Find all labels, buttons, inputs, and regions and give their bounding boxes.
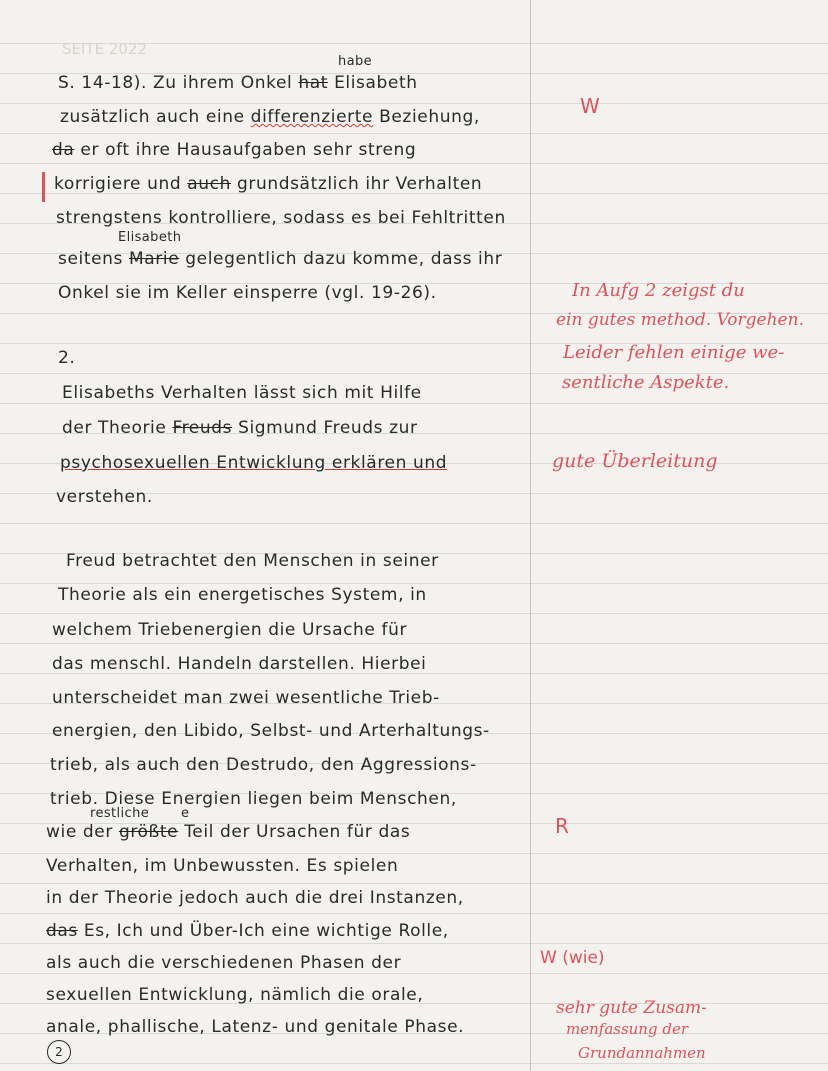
- teacher-comment-3-line-2: menfassung der: [566, 1020, 688, 1038]
- teacher-mark-r: R: [555, 814, 569, 838]
- p1-line-5: strengstens kontrolliere, sodass es bei Fehltritten: [56, 208, 506, 228]
- margin-red-mark: [42, 172, 45, 202]
- p3-line-8: trieb. Diese Energien liegen beim Menschen,: [50, 789, 457, 809]
- insert-habe: habe: [338, 54, 373, 69]
- insert-restliche: restliche: [90, 806, 150, 821]
- p1-line-1: S. 14-18). Zu ihrem Onkel hat Elisabeth: [58, 73, 418, 93]
- p1-line-4: korrigiere und auch grundsätzlich ihr Verhalten: [54, 174, 483, 194]
- p3-line-7: trieb, als auch den Destrudo, den Aggressions-: [50, 755, 477, 775]
- p3-line-2: Theorie als ein energetisches System, in: [58, 585, 427, 605]
- insert-e: e: [181, 806, 190, 821]
- faint-header-text: SEITE 2022: [62, 40, 148, 58]
- p3-line-9: wie der größte Teil der Ursachen für das: [46, 822, 411, 842]
- p3-line-15: anale, phallische, Latenz- und genitale Phase.: [46, 1017, 465, 1037]
- teacher-comment-1-line-3: Leider fehlen einige we-: [563, 342, 785, 363]
- p3-line-14: sexuellen Entwicklung, nämlich die orale,: [46, 985, 424, 1005]
- p3-line-1: Freud betrachtet den Menschen in seiner: [66, 551, 439, 571]
- teacher-comment-3-line-3: Grundannahmen: [578, 1044, 706, 1062]
- p2-line-3: psychosexuellen Entwicklung erklären und: [60, 453, 448, 473]
- p3-line-12: das Es, Ich und Über-Ich eine wichtige Rolle,: [46, 921, 449, 941]
- p3-line-3: welchem Triebenergien die Ursache für: [52, 620, 408, 640]
- p1-line-2: zusätzlich auch eine differenzierte Beziehung,: [60, 107, 480, 127]
- teacher-comment-1-line-2: ein gutes method. Vorgehen.: [556, 310, 804, 330]
- p2-line-4: verstehen.: [56, 487, 153, 507]
- p3-line-13: als auch die verschiedenen Phasen der: [46, 953, 402, 973]
- teacher-mark-w: W: [580, 94, 600, 118]
- p1-line-6: seitens Marie gelegentlich dazu komme, dass ihr: [58, 249, 503, 269]
- p3-line-5: unterscheidet man zwei wesentliche Trieb-: [52, 688, 440, 708]
- insert-elisabeth: Elisabeth: [118, 230, 182, 245]
- teacher-comment-1-line-1: In Aufg 2 zeigst du: [572, 280, 745, 301]
- p3-line-6: energien, den Libido, Selbst- und Arterhaltungs-: [52, 721, 490, 741]
- p2-line-2: der Theorie Freuds Sigmund Freuds zur: [62, 418, 418, 438]
- p2-line-1: Elisabeths Verhalten lässt sich mit Hilfe: [62, 383, 422, 403]
- teacher-mark-w-wie: W (wie): [540, 948, 605, 968]
- teacher-comment-3-line-1: sehr gute Zusam-: [556, 998, 707, 1018]
- teacher-comment-2: gute Überleitung: [552, 450, 718, 472]
- p3-line-4: das menschl. Handeln darstellen. Hierbei: [52, 654, 427, 674]
- p1-line-7: Onkel sie im Keller einsperre (vgl. 19-26).: [58, 283, 437, 303]
- p3-line-10: Verhalten, im Unbewussten. Es spielen: [46, 856, 399, 876]
- margin-line: [530, 0, 531, 1071]
- section-number: 2.: [58, 348, 76, 368]
- teacher-comment-1-line-4: sentliche Aspekte.: [562, 372, 730, 393]
- p3-line-11: in der Theorie jedoch auch die drei Instanzen,: [46, 888, 464, 908]
- page-number: 2: [47, 1040, 71, 1064]
- p1-line-3: da er oft ihre Hausaufgaben sehr streng: [52, 140, 417, 160]
